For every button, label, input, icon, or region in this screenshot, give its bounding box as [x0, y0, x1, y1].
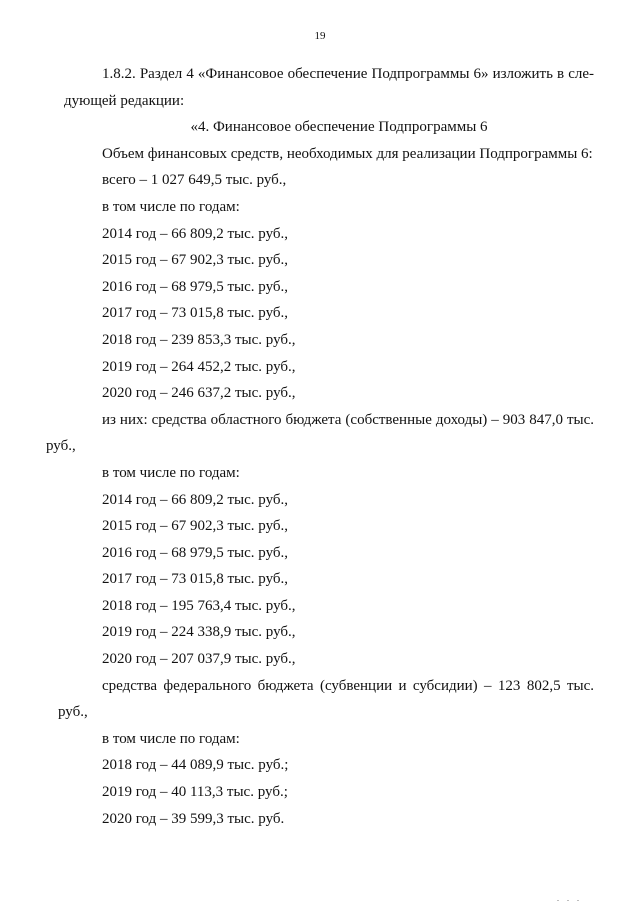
paragraph-line: дующей редакции: — [64, 92, 185, 109]
list-item: 2018 год – 195 763,4 тыс. руб., — [102, 597, 296, 614]
list-item: 2018 год – 44 089,9 тыс. руб.; — [102, 757, 289, 774]
section-heading: «4. Финансовое обеспечение Подпрограммы 6 — [190, 119, 488, 136]
list-item: 2019 год – 224 338,9 тыс. руб., — [102, 624, 296, 641]
list-item: 2015 год – 67 902,3 тыс. руб., — [102, 252, 289, 269]
document-body — [46, 61, 594, 832]
paragraph-line: всего – 1 027 649,5 тыс. руб., — [102, 172, 287, 189]
list-item: 2019 год – 264 452,2 тыс. руб., — [102, 358, 296, 375]
list-item: 2014 год – 66 809,2 тыс. руб., — [102, 225, 289, 242]
list-item: 2017 год – 73 015,8 тыс. руб., — [102, 305, 289, 322]
paragraph-line: Объем финансовых средств, необходимых для реализации Подпрограммы 6: — [102, 145, 593, 162]
list-item: 2017 год – 73 015,8 тыс. руб., — [102, 571, 289, 588]
list-item: 2020 год – 39 599,3 тыс. руб. — [102, 810, 285, 827]
list-item: 2014 год – 66 809,2 тыс. руб., — [102, 491, 289, 508]
list-item: 2018 год – 239 853,3 тыс. руб., — [102, 331, 296, 348]
list-item: 2016 год – 68 979,5 тыс. руб., — [102, 278, 289, 295]
paragraph-line: средства федерального бюджета (субвенции и субсидии) – 123 802,5 тыс. — [102, 677, 594, 694]
list-item: 2020 год – 207 037,9 тыс. руб., — [102, 651, 296, 668]
paragraph-line: в том числе по годам: — [102, 198, 240, 215]
list-item: 2016 год – 68 979,5 тыс. руб., — [102, 544, 289, 561]
paragraph-line: в том числе по годам: — [102, 464, 240, 481]
paragraph-line: из них: средства областного бюджета (собственные доходы) – 903 847,0 тыс. — [102, 411, 594, 428]
footer-marks: . . . — [557, 894, 582, 903]
paragraph-line: 1.8.2. Раздел 4 «Финансовое обеспечение Подпрограммы 6» изложить в сле- — [102, 66, 594, 82]
paragraph-line: в том числе по годам: — [102, 730, 240, 747]
page-number: 19 — [314, 30, 326, 42]
list-item: 2015 год – 67 902,3 тыс. руб., — [102, 518, 289, 535]
list-item: 2020 год – 246 637,2 тыс. руб., — [102, 385, 296, 402]
paragraph-line: руб., — [58, 704, 88, 721]
list-item: 2019 год – 40 113,3 тыс. руб.; — [102, 784, 288, 801]
paragraph-line: руб., — [46, 438, 76, 455]
